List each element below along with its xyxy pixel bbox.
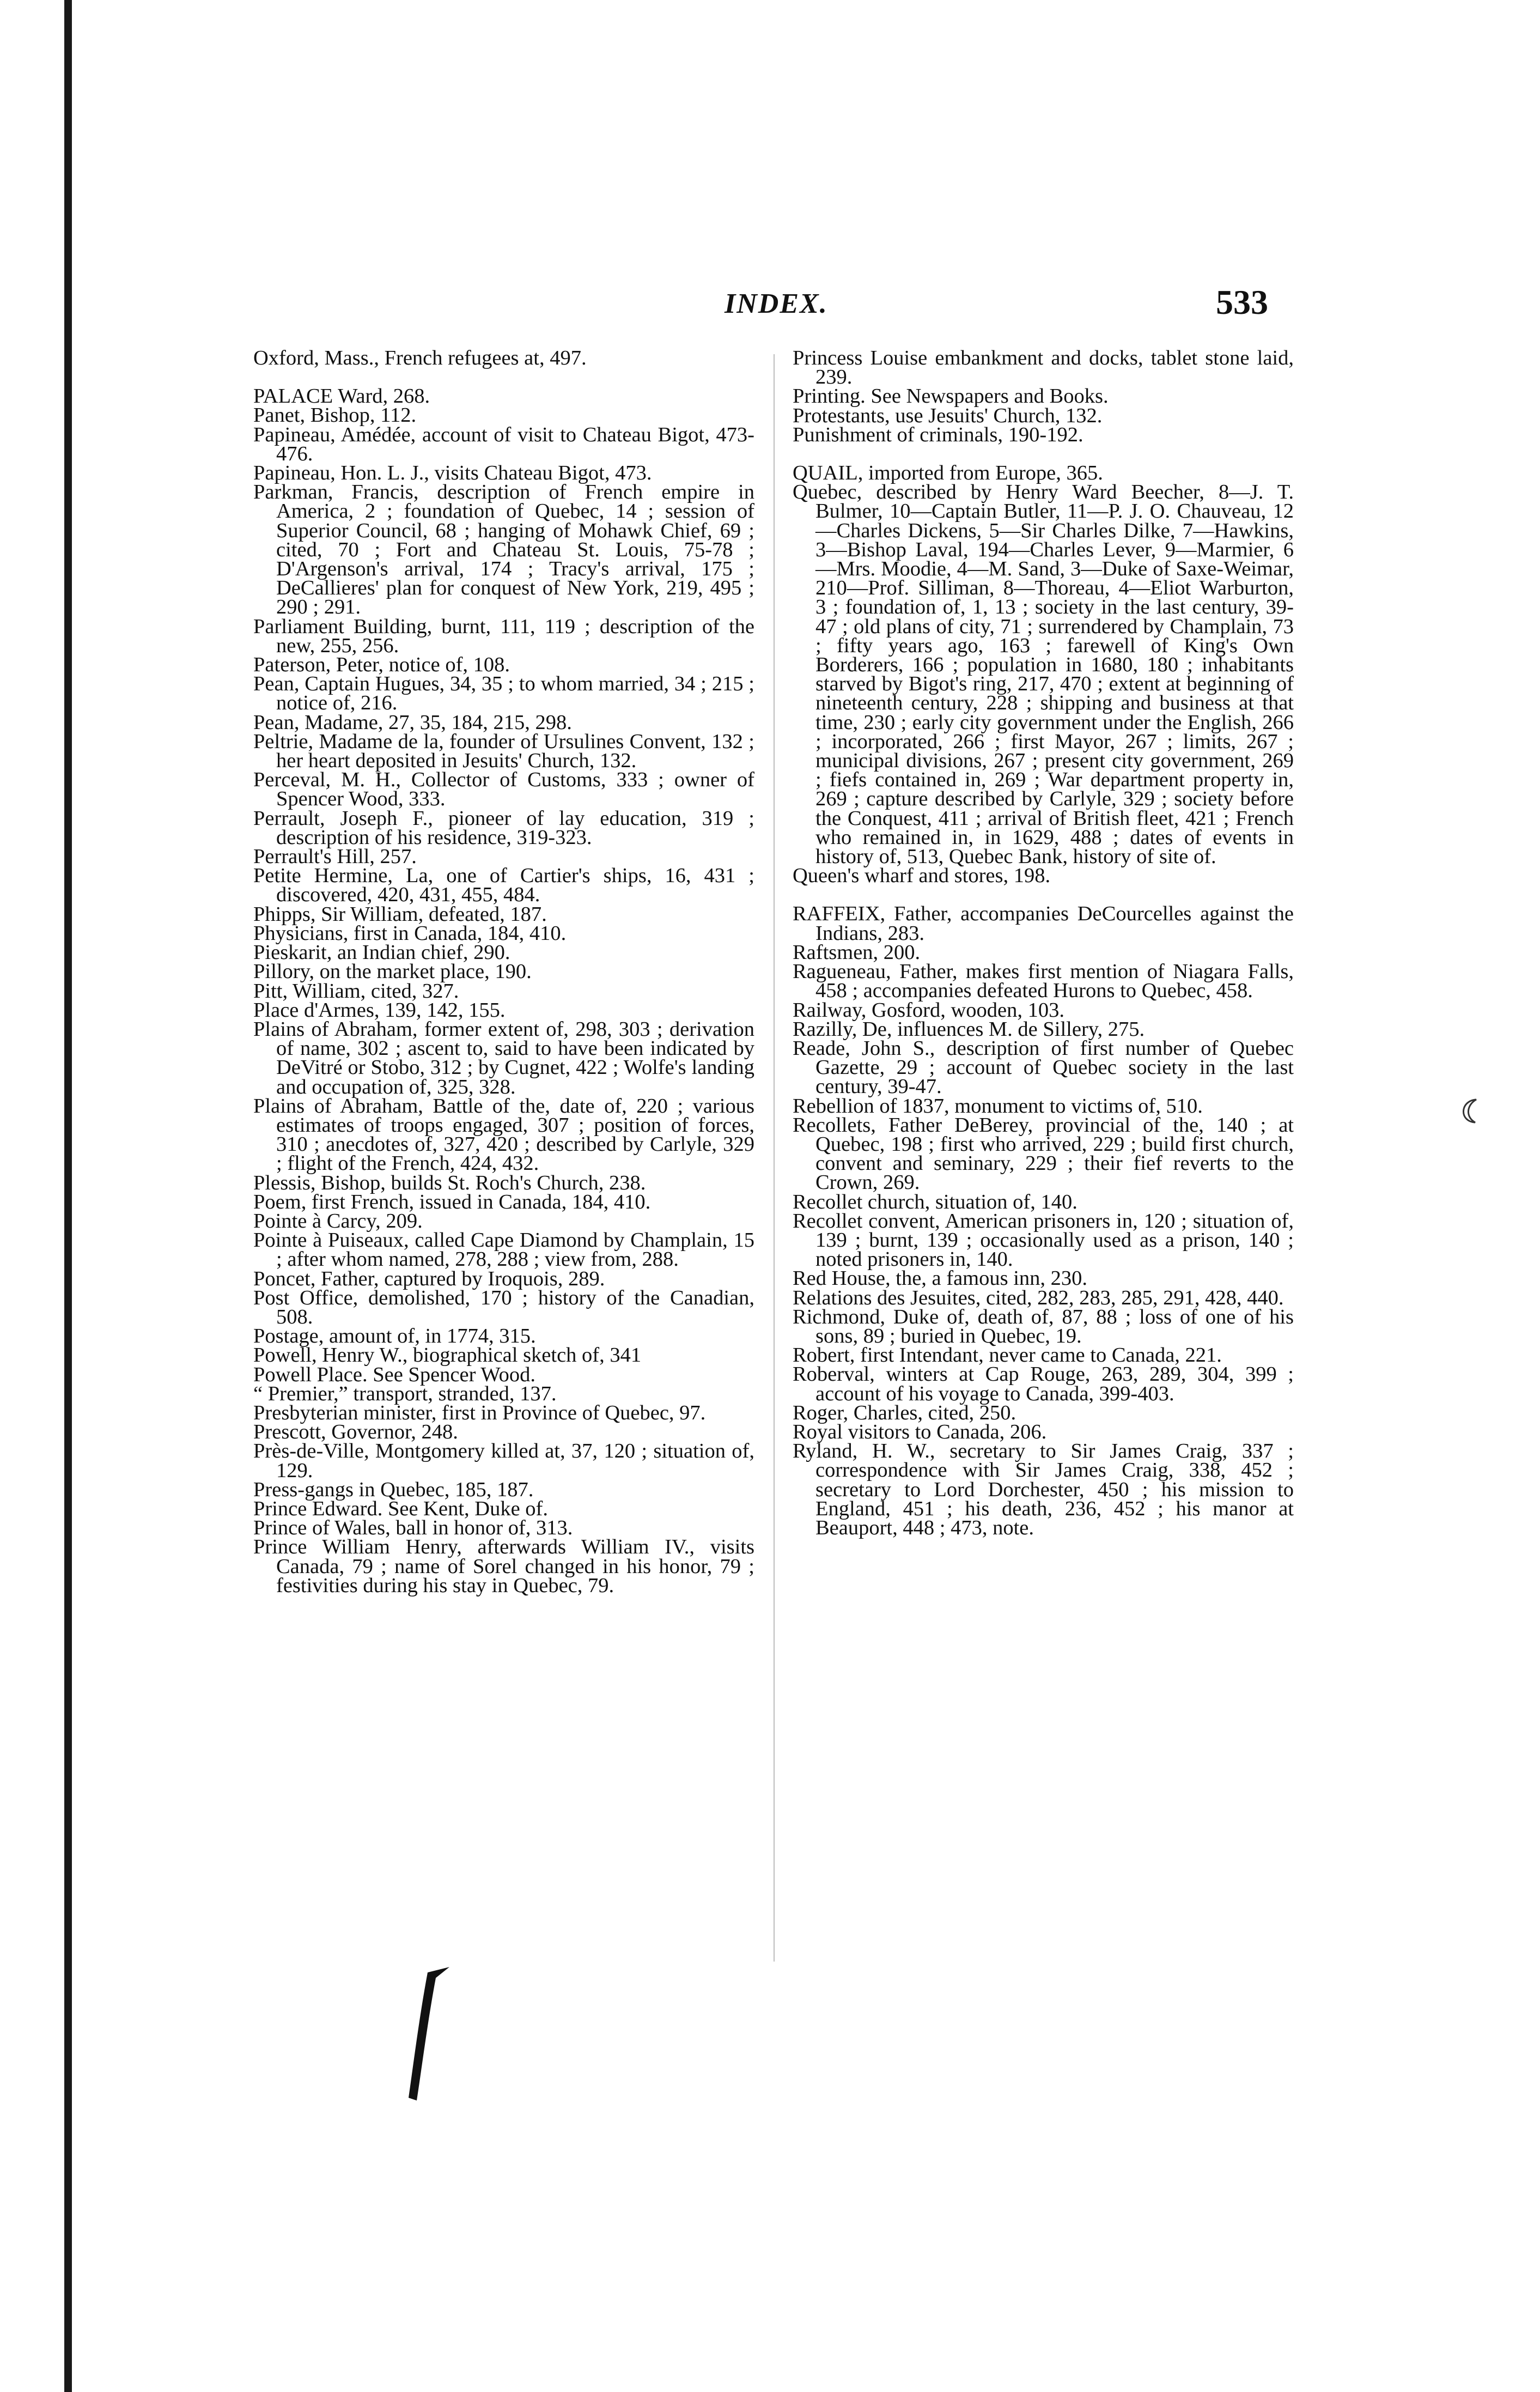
index-entry: Powell Place. See Spencer Wood. bbox=[253, 1363, 535, 1386]
index-entry: Prescott, Governor, 248. bbox=[253, 1420, 458, 1444]
index-entry: Perrault's Hill, 257. bbox=[253, 845, 417, 869]
index-entry: Robert, first Intendant, never came to Canada, 221. bbox=[793, 1344, 1222, 1367]
index-entry: Ryland, H. W., secretary to Sir James Craig, 337 ; correspondence with Sir James Craig, 338, 452 ; secretary to Lord Dorchester, 450 ; his mission to England, 451 ; his death, 236, 452 ; his manor at Beauport, 448 ; 473, note. bbox=[793, 1440, 1294, 1539]
index-entry: Plains of Abraham, Battle of the, date of, 220 ; various estimates of troops engaged, 307 ; position of forces, 310 ; anecdotes of, 327, 420 ; described by Carlyle, 329 ; flight of the French, 424, 432. bbox=[253, 1094, 754, 1175]
index-entry: Rebellion of 1837, monument to victims of, 510. bbox=[793, 1094, 1203, 1118]
index-entry: Press-gangs in Quebec, 185, 187. bbox=[253, 1478, 534, 1501]
index-entry: Red House, the, a famous inn, 230. bbox=[793, 1267, 1088, 1290]
index-entry: Punishment of criminals, 190-192. bbox=[793, 423, 1084, 446]
index-entry: Pean, Madame, 27, 35, 184, 215, 298. bbox=[253, 711, 572, 734]
index-entry: Quebec, described by Henry Ward Beecher, 8—J. T. Bulmer, 10—Captain Butler, 11—P. J. O. Chauveau, 12—Charles Dickens, 5—Sir Charles Dilke, 7—Hawkins, 3—Bishop Laval, 194—Charles Lever, 9—Marmier, 6—Mrs. Moodie, 4—M. Sand, 3—Duke of Saxe-Weimar, 210—Prof. Silliman, 8—Thoreau, 4—Eliot Warburton, 3 ; foundation of, 1, 13 ; society in the last century, 39-47 ; old plans of city, 71 ; surrendered by Champlain, 73 ; fifty years ago, 163 ; farewell of King's Own Borderers, 166 ; population in 1680, 180 ; inhabitants starved by Bigot's ring, 217, 470 ; extent at beginning of nineteenth century, 228 ; shipping and business at that time, 230 ; early city government under the English, 266 ; incorporated, 266 ; first Mayor, 267 ; limits, 267 ; municipal divisions, 267 ; present city government, 269 ; fiefs contained in, 269 ; War department property in, 269 ; capture described by Carlyle, 329 ; society before the Conquest, 411 ; arrival of British fleet, 421 ; French who remained in, in 1629, 488 ; dates of events in history of, 513, Quebec Bank, history of site of. bbox=[793, 481, 1294, 869]
index-entry: Razilly, De, influences M. de Sillery, 275. bbox=[793, 1017, 1145, 1041]
index-entry: Panet, Bishop, 112. bbox=[253, 404, 417, 427]
index-entry: Ragueneau, Father, makes first mention of Niagara Falls, 458 ; accompanies defeated Hurons to Quebec, 458. bbox=[793, 960, 1294, 1003]
index-entry: Relations des Jesuites, cited, 282, 283, 285, 291, 428, 440. bbox=[793, 1286, 1284, 1309]
index-entry: Richmond, Duke of, death of, 87, 88 ; loss of one of his sons, 89 ; buried in Quebec, 19. bbox=[793, 1305, 1294, 1347]
index-column-right bbox=[793, 349, 1294, 1538]
index-entry: Prince William Henry, afterwards William IV., visits Canada, 79 ; name of Sorel changed in his honor, 79 ; festivities during his stay in Quebec, 79. bbox=[253, 1535, 754, 1597]
index-entry: Petite Hermine, La, one of Cartier's ships, 16, 431 ; discovered, 420, 431, 455, 484. bbox=[253, 864, 754, 907]
index-entry: Postage, amount of, in 1774, 315. bbox=[253, 1325, 536, 1348]
index-entry: Peltrie, Madame de la, founder of Ursulines Convent, 132 ; her heart deposited in Jesuits' Church, 132. bbox=[253, 730, 754, 773]
index-entry: Papineau, Amédée, account of visit to Chateau Bigot, 473-476. bbox=[253, 423, 754, 465]
index-entry: Papineau, Hon. L. J., visits Chateau Bigot, 473. bbox=[253, 462, 652, 485]
index-entry: Roberval, winters at Cap Rouge, 263, 289, 304, 399 ; account of his voyage to Canada, 399-403. bbox=[793, 1363, 1294, 1405]
index-entry: Place d'Armes, 139, 142, 155. bbox=[253, 998, 506, 1022]
index-entry: Reade, John S., description of first number of Quebec Gazette, 29 ; account of Quebec society in the last century, 39-47. bbox=[793, 1036, 1294, 1098]
ink-mark-graphic bbox=[398, 1962, 458, 2103]
index-entry: Pointe à Carcy, 209. bbox=[253, 1209, 423, 1233]
index-entry: Physicians, first in Canada, 184, 410. bbox=[253, 921, 567, 945]
index-entry: Plessis, Bishop, builds St. Roch's Church, 238. bbox=[253, 1171, 646, 1194]
index-entry: Recollet church, situation of, 140. bbox=[793, 1190, 1078, 1213]
index-entry: Post Office, demolished, 170 ; history of the Canadian, 508. bbox=[253, 1286, 754, 1328]
index-entry: Plains of Abraham, former extent of, 298, 303 ; derivation of name, 302 ; ascent to, said to have been indicated by DeVitré or Stobo, 312 ; by Cugnet, 422 ; Wolfe's landing and occupation of, 325, 328. bbox=[253, 1017, 754, 1098]
index-entry: Prince of Wales, ball in honor of, 313. bbox=[253, 1516, 573, 1540]
running-title: INDEX. bbox=[725, 288, 828, 319]
index-entry: Recollet convent, American prisoners in, 120 ; situation of, 139 ; burnt, 139 ; occasionally used as a prison, 140 ; noted prisoners in, 140. bbox=[793, 1209, 1294, 1271]
index-entry: Pieskarit, an Indian chief, 290. bbox=[253, 941, 510, 964]
page-number: 533 bbox=[1216, 283, 1268, 321]
index-entry: Pean, Captain Hugues, 34, 35 ; to whom married, 34 ; 215 ; notice of, 216. bbox=[253, 672, 754, 715]
stray-pencil-mark bbox=[1454, 1095, 1487, 1128]
index-column-left bbox=[253, 349, 754, 1595]
index-entry: QUAIL, imported from Europe, 365. bbox=[793, 462, 1103, 485]
index-entry: Poem, first French, issued in Canada, 184, 410. bbox=[253, 1190, 651, 1213]
index-entry: Phipps, Sir William, defeated, 187. bbox=[253, 902, 547, 926]
index-entry: Royal visitors to Canada, 206. bbox=[793, 1420, 1047, 1443]
index-entry: Princess Louise embankment and docks, tablet stone laid, 239. bbox=[793, 347, 1294, 389]
index-entry: Raftsmen, 200. bbox=[793, 940, 921, 964]
index-entry: Perceval, M. H., Collector of Customs, 333 ; owner of Spencer Wood, 333. bbox=[253, 768, 754, 811]
index-entry: Roger, Charles, cited, 250. bbox=[793, 1401, 1016, 1424]
index-entry: Poncet, Father, captured by Iroquois, 289. bbox=[253, 1267, 605, 1290]
index-entry: Recollets, Father DeBerey, provincial of the, 140 ; at Quebec, 198 ; first who arrived, 229 ; build first church, convent and seminary, 229 ; their fief reverts to the Crown, 269. bbox=[793, 1113, 1294, 1194]
index-entry: “ Premier,” transport, stranded, 137. bbox=[253, 1382, 557, 1405]
index-entry: Powell, Henry W., biographical sketch of, 341 bbox=[253, 1344, 642, 1367]
book-spine-edge bbox=[64, 0, 72, 2392]
index-entry: Queen's wharf and stores, 198. bbox=[793, 864, 1051, 888]
index-entry: Près-de-Ville, Montgomery killed at, 37, 120 ; situation of, 129. bbox=[253, 1440, 754, 1482]
index-entry: Parliament Building, burnt, 111, 119 ; description of the new, 255, 256. bbox=[253, 615, 754, 657]
index-entry: Pointe à Puiseaux, called Cape Diamond by Champlain, 15 ; after whom named, 278, 288 ; view from, 288. bbox=[253, 1229, 754, 1271]
index-entry: Parkman, Francis, description of French empire in America, 2 ; foundation of Quebec, 14 ; session of Superior Council, 68 ; hanging of Mohawk Chief, 69 ; cited, 70 ; Fort and Chateau St. Louis, 75-78 ; D'Argenson's arrival, 174 ; Tracy's arrival, 175 ; DeCallieres' plan for conquest of New York, 219, 495 ; 290 ; 291. bbox=[253, 481, 754, 619]
index-entry: Perrault, Joseph F., pioneer of lay education, 319 ; description of his residence, 319-323. bbox=[253, 806, 754, 849]
index-entry: Pillory, on the market place, 190. bbox=[253, 960, 532, 983]
index-entry: Protestants, use Jesuits' Church, 132. bbox=[793, 404, 1103, 427]
index-entry: Prince Edward. See Kent, Duke of. bbox=[253, 1497, 548, 1520]
index-entry: Presbyterian minister, first in Province of Quebec, 97. bbox=[253, 1401, 706, 1424]
index-entry: RAFFEIX, Father, accompanies DeCourcelles against the Indians, 283. bbox=[793, 902, 1294, 945]
index-entry: Oxford, Mass., French refugees at, 497. bbox=[253, 347, 587, 369]
column-divider bbox=[774, 354, 775, 1962]
index-entry: PALACE Ward, 268. bbox=[253, 385, 430, 408]
index-entry: Paterson, Peter, notice of, 108. bbox=[253, 653, 510, 677]
index-entry: Pitt, William, cited, 327. bbox=[253, 979, 459, 1003]
index-entry: Railway, Gosford, wooden, 103. bbox=[793, 998, 1064, 1022]
index-entry: Printing. See Newspapers and Books. bbox=[793, 385, 1109, 408]
